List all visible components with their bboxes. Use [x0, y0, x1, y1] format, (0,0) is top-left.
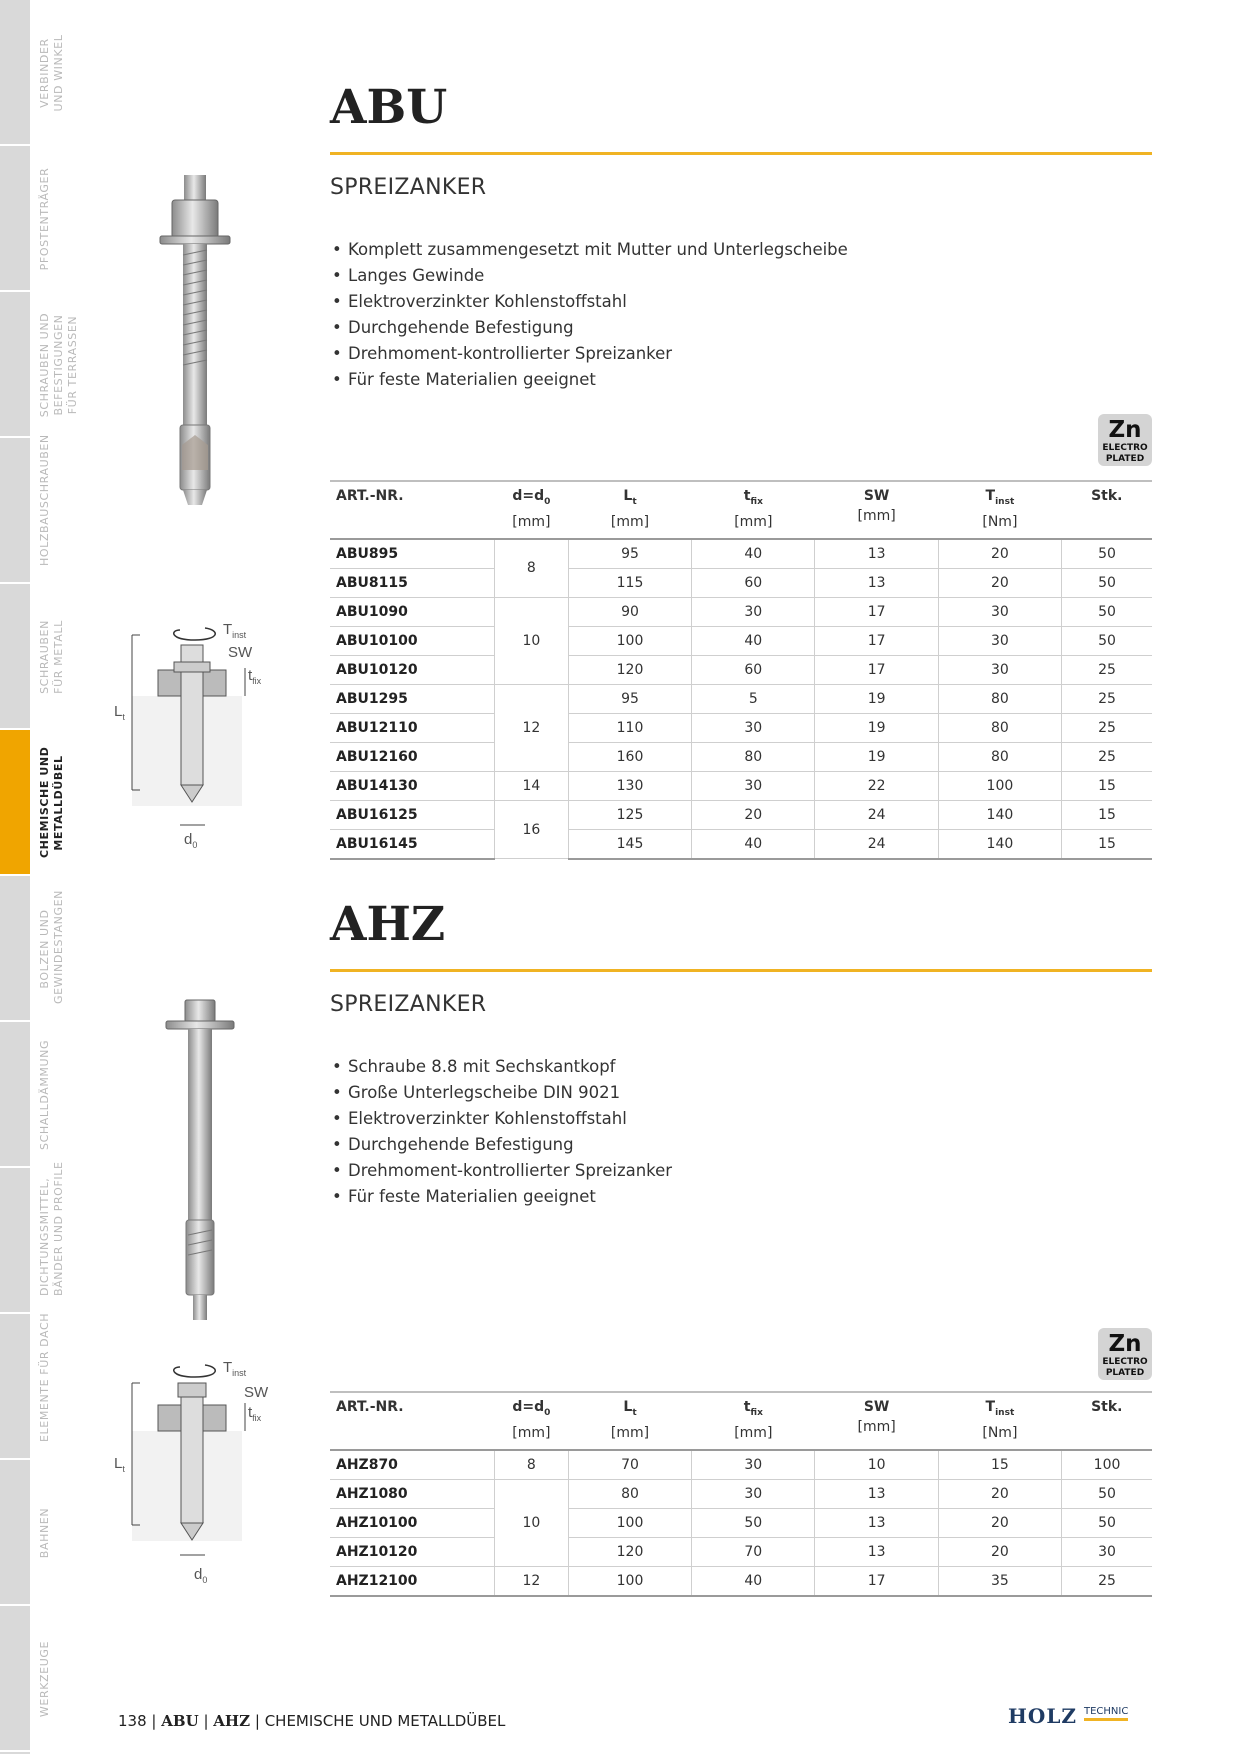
cell-stk: 50 — [1062, 539, 1152, 569]
sidebar-tab-11[interactable] — [0, 1460, 30, 1606]
cell-lt: 125 — [568, 800, 691, 829]
cell-tinst: 20 — [938, 539, 1061, 569]
cell-tinst: 35 — [938, 1566, 1061, 1596]
cell-d: 10 — [494, 1479, 568, 1566]
cell-lt: 160 — [568, 742, 691, 771]
table-row — [330, 771, 1152, 800]
cell-sw: 17 — [815, 1566, 938, 1596]
cell-art: ABU1295 — [330, 684, 494, 713]
table-row — [330, 829, 1152, 859]
cell-art: ABU10120 — [330, 655, 494, 684]
cell-tfix: 30 — [692, 1450, 815, 1480]
cell-lt: 120 — [568, 1537, 691, 1566]
cell-stk: 25 — [1062, 1566, 1152, 1596]
sidebar-tab-10[interactable] — [0, 1314, 30, 1460]
table-row — [330, 655, 1152, 684]
cell-sw: 13 — [815, 1537, 938, 1566]
feature-item: • Für feste Materialien geeignet — [330, 1184, 672, 1210]
feature-item: • Große Unterlegscheibe DIN 9021 — [330, 1080, 672, 1106]
cell-art: ABU12110 — [330, 713, 494, 742]
cell-lt: 110 — [568, 713, 691, 742]
cell-lt: 70 — [568, 1450, 691, 1480]
cell-tfix: 20 — [692, 800, 815, 829]
cell-tinst: 80 — [938, 684, 1061, 713]
cell-sw: 24 — [815, 829, 938, 859]
feature-item: • Komplett zusammengesetzt mit Mutter und Unterlegscheibe — [330, 237, 848, 263]
cell-tfix: 40 — [692, 829, 815, 859]
cell-tfix: 60 — [692, 568, 815, 597]
svg-text:Lt: $L_t$ — [114, 703, 125, 722]
cell-d: 8 — [494, 1450, 568, 1480]
abu-installation-diagram — [110, 610, 300, 860]
table-row — [330, 626, 1152, 655]
cell-tinst: 30 — [938, 626, 1061, 655]
cell-lt: 120 — [568, 655, 691, 684]
cell-sw: 22 — [815, 771, 938, 800]
feature-item: • Durchgehende Befestigung — [330, 315, 848, 341]
cell-stk: 25 — [1062, 655, 1152, 684]
cell-tinst: 20 — [938, 1479, 1061, 1508]
cell-lt: 115 — [568, 568, 691, 597]
feature-item: • Elektroverzinkter Kohlenstoffstahl — [330, 1106, 672, 1132]
cell-tinst: 80 — [938, 742, 1061, 771]
svg-text:d0: $d_0$ — [184, 831, 198, 850]
column-header-sw: SW [mm] — [815, 1392, 938, 1450]
feature-item: • Langes Gewinde — [330, 263, 848, 289]
feature-item: • Durchgehende Befestigung — [330, 1132, 672, 1158]
ahz-diagram-lt: L — [114, 1455, 123, 1472]
table-row — [330, 1537, 1152, 1566]
cell-tfix: 70 — [692, 1537, 815, 1566]
cell-art: AHZ10120 — [330, 1537, 494, 1566]
page-footer: 138 | ABU | AHZ | CHEMISCHE UND METALLDÜBEL — [118, 1712, 506, 1730]
cell-lt: 130 — [568, 771, 691, 800]
cell-lt: 145 — [568, 829, 691, 859]
abu-section — [330, 80, 1152, 200]
cell-d: 14 — [494, 771, 568, 800]
table-row — [330, 742, 1152, 771]
abu-diagram-lt: L — [114, 703, 123, 720]
column-header-lt: $L_t$ [mm] — [568, 1392, 691, 1450]
abu-diagram-sw: SW — [228, 644, 253, 661]
cell-stk: 50 — [1062, 626, 1152, 655]
svg-text:Lt: $L_t$ — [114, 1455, 125, 1474]
column-header-stk: Stk. — [1062, 1392, 1152, 1450]
cell-art: ABU14130 — [330, 771, 494, 800]
column-header-art: ART.-NR. — [330, 1392, 494, 1450]
cell-tinst: 20 — [938, 1508, 1061, 1537]
cell-stk: 100 — [1062, 1450, 1152, 1480]
cell-sw: 19 — [815, 713, 938, 742]
column-header-stk: Stk. — [1062, 481, 1152, 539]
table-row — [330, 713, 1152, 742]
sidebar-tab-5[interactable] — [0, 584, 30, 730]
column-header-tinst: $T_{inst}$ [Nm] — [938, 481, 1061, 539]
cell-stk: 50 — [1062, 1508, 1152, 1537]
sidebar-tab-12[interactable] — [0, 1606, 30, 1752]
sidebar-tab-7[interactable] — [0, 876, 30, 1022]
cell-lt: 100 — [568, 1566, 691, 1596]
cell-tinst: 140 — [938, 829, 1061, 859]
page-number: 138 — [118, 1712, 147, 1730]
table-row — [330, 597, 1152, 626]
cell-lt: 100 — [568, 626, 691, 655]
footer-code-abu: ABU — [161, 1712, 199, 1730]
sidebar-tab-3[interactable] — [0, 292, 30, 438]
cell-art: ABU1090 — [330, 597, 494, 626]
cell-art: ABU895 — [330, 539, 494, 569]
cell-sw: 17 — [815, 626, 938, 655]
holz-technic-logo: HOLZ TECHNIC — [1008, 1704, 1129, 1728]
abu-feature-list — [330, 237, 848, 393]
table-row — [330, 1450, 1152, 1480]
cell-lt: 90 — [568, 597, 691, 626]
svg-text:Tinst: $T_{inst}$ — [223, 621, 247, 640]
table-row — [330, 800, 1152, 829]
feature-item: • Drehmoment-kontrollierter Spreizanker — [330, 1158, 672, 1184]
feature-item: • Elektroverzinkter Kohlenstoffstahl — [330, 289, 848, 315]
table-header-row — [330, 1392, 1152, 1450]
table-row — [330, 1508, 1152, 1537]
column-header-tfix: $t_{fix}$ [mm] — [692, 1392, 815, 1450]
column-header-d: $d=d_0$ [mm] — [494, 481, 568, 539]
cell-tfix: 60 — [692, 655, 815, 684]
ahz-product-image — [160, 995, 240, 1325]
abu-diagram-d0: d — [184, 831, 193, 848]
ahz-title: AHZ — [330, 897, 446, 952]
cell-lt: 80 — [568, 1479, 691, 1508]
cell-tinst: 100 — [938, 771, 1061, 800]
ahz-subtitle: SPREIZANKER — [330, 992, 487, 1017]
cell-stk: 15 — [1062, 800, 1152, 829]
cell-sw: 13 — [815, 1508, 938, 1537]
cell-tinst: 20 — [938, 568, 1061, 597]
sidebar-tab-4[interactable] — [0, 438, 30, 584]
column-header-lt: $L_t$ [mm] — [568, 481, 691, 539]
cell-art: ABU8115 — [330, 568, 494, 597]
abu-spec-table — [330, 480, 1152, 860]
cell-stk: 25 — [1062, 684, 1152, 713]
table-row — [330, 539, 1152, 569]
cell-stk: 50 — [1062, 568, 1152, 597]
abu-zinc-badge: Zn ELECTRO PLATED — [1098, 414, 1152, 466]
cell-tinst: 30 — [938, 597, 1061, 626]
footer-section: CHEMISCHE UND METALLDÜBEL — [264, 1712, 506, 1730]
svg-text:d0: $d_0$ — [194, 1566, 208, 1585]
column-header-sw: SW [mm] — [815, 481, 938, 539]
feature-item: • Schraube 8.8 mit Sechskantkopf — [330, 1054, 672, 1080]
table-row — [330, 568, 1152, 597]
svg-text:tfix: $t_{fix}$ — [248, 667, 262, 686]
cell-tinst: 15 — [938, 1450, 1061, 1480]
cell-tinst: 20 — [938, 1537, 1061, 1566]
column-header-art: ART.-NR. — [330, 481, 494, 539]
table-row — [330, 1479, 1152, 1508]
ahz-diagram-d0: d — [194, 1566, 203, 1583]
column-header-tinst: $T_{inst}$ [Nm] — [938, 1392, 1061, 1450]
sidebar-tab-9[interactable] — [0, 1168, 30, 1314]
cell-stk: 15 — [1062, 829, 1152, 859]
ahz-zinc-badge: Zn ELECTRO PLATED — [1098, 1328, 1152, 1380]
cell-tfix: 40 — [692, 626, 815, 655]
cell-art: ABU12160 — [330, 742, 494, 771]
footer-code-ahz: AHZ — [213, 1712, 251, 1730]
cell-art: AHZ1080 — [330, 1479, 494, 1508]
cell-stk: 50 — [1062, 597, 1152, 626]
cell-art: AHZ10100 — [330, 1508, 494, 1537]
cell-tfix: 80 — [692, 742, 815, 771]
cell-stk: 15 — [1062, 771, 1152, 800]
svg-text:tfix: $t_{fix}$ — [248, 1404, 262, 1423]
table-row — [330, 1566, 1152, 1596]
cell-lt: 95 — [568, 684, 691, 713]
ahz-section — [330, 897, 1152, 1017]
cell-d: 12 — [494, 1566, 568, 1596]
column-header-tfix: $t_{fix}$ [mm] — [692, 481, 815, 539]
column-header-d: $d=d_0$ [mm] — [494, 1392, 568, 1450]
cell-art: AHZ870 — [330, 1450, 494, 1480]
cell-stk: 50 — [1062, 1479, 1152, 1508]
abu-diagram-tinst: T — [223, 621, 233, 638]
ahz-diagram-sw: SW — [244, 1384, 269, 1401]
cell-d: 12 — [494, 684, 568, 771]
abu-product-image — [150, 170, 240, 520]
abu-diagram-tfix: t — [248, 667, 253, 684]
cell-tfix: 30 — [692, 713, 815, 742]
cell-sw: 17 — [815, 655, 938, 684]
cell-art: ABU16125 — [330, 800, 494, 829]
abu-title-rule — [330, 152, 1152, 155]
cell-tfix: 30 — [692, 1479, 815, 1508]
cell-lt: 95 — [568, 539, 691, 569]
cell-tfix: 40 — [692, 539, 815, 569]
svg-text:Tinst: $T_{inst}$ — [223, 1359, 247, 1378]
cell-tinst: 140 — [938, 800, 1061, 829]
cell-d: 10 — [494, 597, 568, 684]
cell-tfix: 30 — [692, 771, 815, 800]
ahz-diagram-tfix: t — [248, 1404, 253, 1421]
feature-item: • Für feste Materialien geeignet — [330, 367, 848, 393]
cell-tfix: 30 — [692, 597, 815, 626]
cell-tfix: 40 — [692, 1566, 815, 1596]
cell-lt: 100 — [568, 1508, 691, 1537]
sidebar-tab-6[interactable] — [0, 730, 30, 876]
feature-item: • Drehmoment-kontrollierter Spreizanker — [330, 341, 848, 367]
cell-d: 16 — [494, 800, 568, 859]
ahz-spec-table — [330, 1391, 1152, 1597]
cell-tinst: 80 — [938, 713, 1061, 742]
cell-sw: 10 — [815, 1450, 938, 1480]
abu-title: ABU — [330, 80, 448, 135]
cell-sw: 24 — [815, 800, 938, 829]
sidebar-tab-2[interactable] — [0, 146, 30, 292]
cell-stk: 25 — [1062, 742, 1152, 771]
ahz-title-rule — [330, 969, 1152, 972]
cell-tinst: 30 — [938, 655, 1061, 684]
cell-sw: 19 — [815, 684, 938, 713]
cell-sw: 17 — [815, 597, 938, 626]
cell-sw: 19 — [815, 742, 938, 771]
cell-stk: 30 — [1062, 1537, 1152, 1566]
cell-tfix: 5 — [692, 684, 815, 713]
cell-sw: 13 — [815, 568, 938, 597]
ahz-feature-list — [330, 1054, 672, 1210]
ahz-diagram-tinst: T — [223, 1359, 233, 1376]
ahz-installation-diagram — [110, 1345, 300, 1595]
cell-d: 8 — [494, 539, 568, 598]
cell-art: ABU16145 — [330, 829, 494, 859]
sidebar-tab-8[interactable] — [0, 1022, 30, 1168]
cell-sw: 13 — [815, 1479, 938, 1508]
cell-art: AHZ12100 — [330, 1566, 494, 1596]
cell-sw: 13 — [815, 539, 938, 569]
table-header-row — [330, 481, 1152, 539]
cell-stk: 25 — [1062, 713, 1152, 742]
cell-art: ABU10100 — [330, 626, 494, 655]
cell-tfix: 50 — [692, 1508, 815, 1537]
table-row — [330, 684, 1152, 713]
sidebar-tab-1[interactable] — [0, 0, 30, 146]
abu-subtitle: SPREIZANKER — [330, 175, 487, 200]
